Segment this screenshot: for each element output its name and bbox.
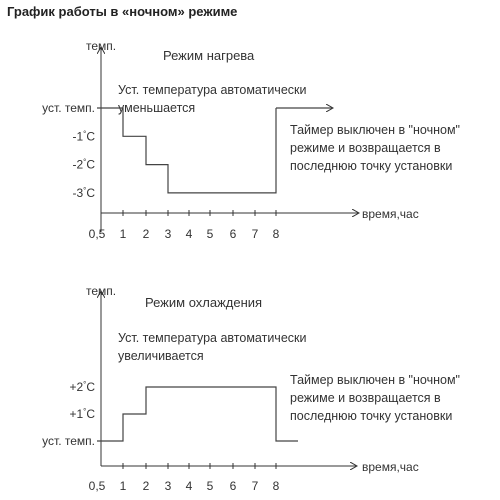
heating-x-ticks [89, 210, 280, 241]
heating-y-tick-label: -1°C [72, 129, 95, 144]
heating-y-tick-label: уст. темп. [42, 101, 95, 115]
heating-x-tick-label: 6 [229, 227, 237, 241]
heating-annotation-line-2: уменьшается [118, 101, 196, 115]
heating-x-axis-label: время,час [362, 207, 419, 221]
heating-annotation-line-1: Уст. температура автоматически [118, 83, 307, 97]
cooling-series-line [97, 387, 298, 441]
cooling-y-tick-label: +1°C [69, 407, 95, 421]
cooling-y-axis-label: темп. [86, 284, 117, 298]
heating-x-tick-label: 3 [164, 227, 172, 241]
cooling-chart [42, 284, 460, 493]
heating-series-line [97, 108, 276, 193]
cooling-x-tick-label: 0,5 [88, 479, 106, 493]
page-title: График работы в «ночном» режиме [7, 4, 238, 19]
heating-x-tick-label: 5 [206, 227, 214, 241]
heating-x-tick-label: 7 [251, 227, 259, 241]
cooling-timer-note-line-2: режиме и возвращается в [290, 391, 441, 405]
cooling-x-tick-label: 1 [119, 479, 127, 493]
cooling-timer-note-line-1: Таймер выключен в "ночном" [290, 373, 460, 387]
heating-x-tick-label: 2 [142, 227, 150, 241]
heating-y-axis-label: темп. [86, 39, 117, 53]
cooling-chart-title: Режим охлаждения [145, 295, 263, 310]
cooling-timer-note-line-3: последнюю точку установки [290, 409, 453, 423]
cooling-x-tick-label: 8 [272, 479, 280, 493]
heating-x-tick-label: 8 [272, 227, 280, 241]
heating-chart-title: Режим нагрева [163, 48, 255, 63]
cooling-y-tick-label: уст. темп. [42, 434, 95, 448]
cooling-x-tick-label: 7 [251, 479, 259, 493]
heating-timer-note-line-1: Таймер выключен в "ночном" [290, 123, 460, 137]
cooling-x-axis-label: время,час [362, 460, 419, 474]
cooling-x-tick-label: 6 [229, 479, 237, 493]
cooling-y-ticks [42, 380, 95, 448]
heating-y-ticks [42, 101, 95, 200]
cooling-annotation-line-2: увеличивается [118, 349, 204, 363]
heating-y-tick-label: -3°C [72, 185, 95, 200]
heating-timer-note-line-2: режиме и возвращается в [290, 141, 441, 155]
cooling-x-tick-label: 5 [206, 479, 214, 493]
cooling-annotation-line-1: Уст. температура автоматически [118, 331, 307, 345]
heating-chart [42, 39, 460, 241]
cooling-y-tick-label: +2°C [69, 380, 95, 394]
heating-x-tick-label: 1 [119, 227, 127, 241]
heating-y-tick-label: -2°C [72, 157, 95, 172]
cooling-x-tick-label: 4 [185, 479, 193, 493]
heating-timer-note-line-3: последнюю точку установки [290, 159, 453, 173]
cooling-x-tick-label: 3 [164, 479, 172, 493]
heating-x-tick-label: 0,5 [88, 227, 106, 241]
cooling-x-tick-label: 2 [142, 479, 150, 493]
cooling-x-ticks [89, 463, 280, 493]
heating-x-tick-label: 4 [185, 227, 193, 241]
